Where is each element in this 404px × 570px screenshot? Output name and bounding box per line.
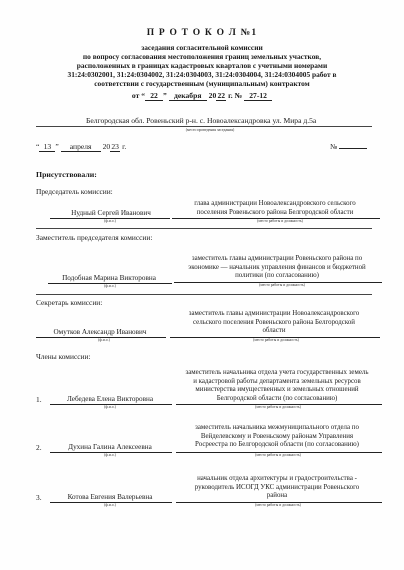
position-line: политики (по согласованию) (235, 272, 319, 280)
position-line: глава администрации Новоалександровского сельского (194, 200, 356, 207)
member-position-caption: (место работы и должность) (255, 503, 301, 507)
contract-year-label: г. (228, 91, 233, 100)
position-line: заместитель главы администрации Новоалександровского (188, 310, 360, 317)
member-name: Лебедева Елена Викторовна (66, 395, 154, 403)
meeting-year-suffix: 23 (111, 142, 119, 151)
secretary-name: Омутков Александр Иванович (53, 328, 147, 336)
deputy-name: Подобная Марина Викторовна (62, 274, 156, 282)
divider (36, 228, 372, 229)
contract-month: декабря (169, 91, 207, 101)
position-line: и кадастровой работы департамента земельных ресурсов (193, 377, 361, 385)
divider (36, 126, 372, 127)
meeting-place: Белгородская обл. Ровеньский р-н. с. Новоалександровка ул. Мира д.5а (86, 116, 317, 125)
member-name-caption: (ф.и.о.) (104, 503, 116, 507)
meeting-place-caption: (место проведения заседания) (185, 128, 235, 132)
contract-number-label: № (234, 91, 243, 100)
divider (36, 294, 372, 295)
meeting-month: апреля (61, 142, 101, 152)
meeting-day: 13 (39, 142, 55, 152)
position-line: поселения Ровеньского района Белгородской области (196, 208, 354, 216)
contract-date-prefix: от (131, 91, 140, 100)
position-line: руководитель ИСОГД УКС администрации Ровеньского (194, 483, 360, 491)
position-line: начальник отдела архитектуры и градостроительства - (197, 475, 357, 482)
position-line: Росреестра по Белгородской области (по согласованию) (195, 441, 359, 449)
position-line: заместитель начальника межмуниципального отдела по (195, 424, 359, 431)
protocol-heading (30, 43, 374, 88)
members-label: Члены комиссии: (36, 352, 91, 361)
heading-line: 31:24:0302001, 31:24:0304002, 31:24:0304003, 31:24:0304004, 31:24:0304005 работ в (67, 70, 337, 80)
contract-year-suffix: 22 (217, 91, 226, 100)
meeting-year-label: г. (122, 142, 127, 151)
chairman-label: Председатель комиссии: (36, 187, 113, 196)
contract-number: 27-12 (244, 91, 272, 101)
contract-date-line: от “ 22 ” декабря 2022 г. № 27-12 (0, 91, 404, 101)
secretary-label: Секретарь комиссии: (36, 298, 103, 307)
heading-line: расположенных в границах кадастровых кварталов с учетными номерами (76, 61, 328, 71)
chairman-name: Нудный Сергей Иванович (71, 209, 151, 217)
meeting-number-label: № (330, 142, 338, 151)
secretary-position (168, 310, 380, 336)
position-line: министерства имущественных и земельных отношений (195, 386, 359, 394)
heading-line: соответствии с государственным (муниципальным) контрактом (94, 79, 310, 89)
deputy-position-caption: (место работы и должность) (259, 283, 305, 287)
protocol-title: П Р О Т О К О Л №1 (146, 28, 258, 38)
deputy-name-caption: (ф.и.о.) (104, 284, 116, 288)
member-name: Духина Галина Алексеевна (68, 443, 152, 451)
deputy-label: Заместитель председателя комиссии: (36, 233, 153, 242)
present-label: Присутствовали: (36, 170, 97, 179)
position-line: Белгородской области (по согласованию) (216, 394, 338, 402)
member-number: 1. (36, 395, 42, 404)
member-position-caption: (место работы и должность) (255, 453, 301, 457)
member-position (172, 369, 382, 403)
chairman-name-caption: (ф.и.о.) (104, 219, 116, 223)
member-position (172, 475, 382, 501)
position-line: района (266, 492, 288, 500)
member-name-caption: (ф.и.о.) (104, 405, 116, 409)
chairman-position-caption: (место работы и должность) (257, 219, 303, 223)
secretary-name-caption: (ф.и.о.) (98, 338, 110, 342)
heading-line: заседания согласительной комиссии (141, 43, 263, 52)
secretary-position-caption: (место работы и должность) (253, 338, 299, 342)
contract-year-prefix: 20 (208, 91, 217, 100)
position-line: заместитель начальника отдела учета государственных земель (185, 369, 369, 376)
deputy-position (172, 255, 382, 281)
contract-day: 22 (145, 91, 163, 101)
position-line: заместитель главы администрации Ровеньского района по (191, 255, 363, 262)
member-number: 3. (36, 493, 42, 502)
member-position (172, 424, 382, 450)
position-line: области (262, 327, 286, 335)
meeting-date: “ 13 ” апреля 2023 г. (36, 142, 127, 151)
member-position-caption: (место работы и должность) (255, 405, 301, 409)
member-number: 2. (36, 443, 42, 452)
member-name: Котова Евгения Валерьевна (67, 493, 153, 501)
meeting-year-prefix: 20 (102, 142, 111, 151)
heading-line: по вопросу согласования местоположения границ земельных участков, (82, 52, 322, 62)
position-line: сельского поселения Ровеньского района Белгородской (193, 318, 355, 326)
chairman-position (170, 200, 380, 217)
position-line: Вейделевскому и Ровеньскому районам Управления (200, 432, 354, 440)
member-name-caption: (ф.и.о.) (104, 453, 116, 457)
meeting-number (330, 142, 380, 151)
position-line: экономике — начальник управления финансов и бюджетной (188, 263, 366, 271)
